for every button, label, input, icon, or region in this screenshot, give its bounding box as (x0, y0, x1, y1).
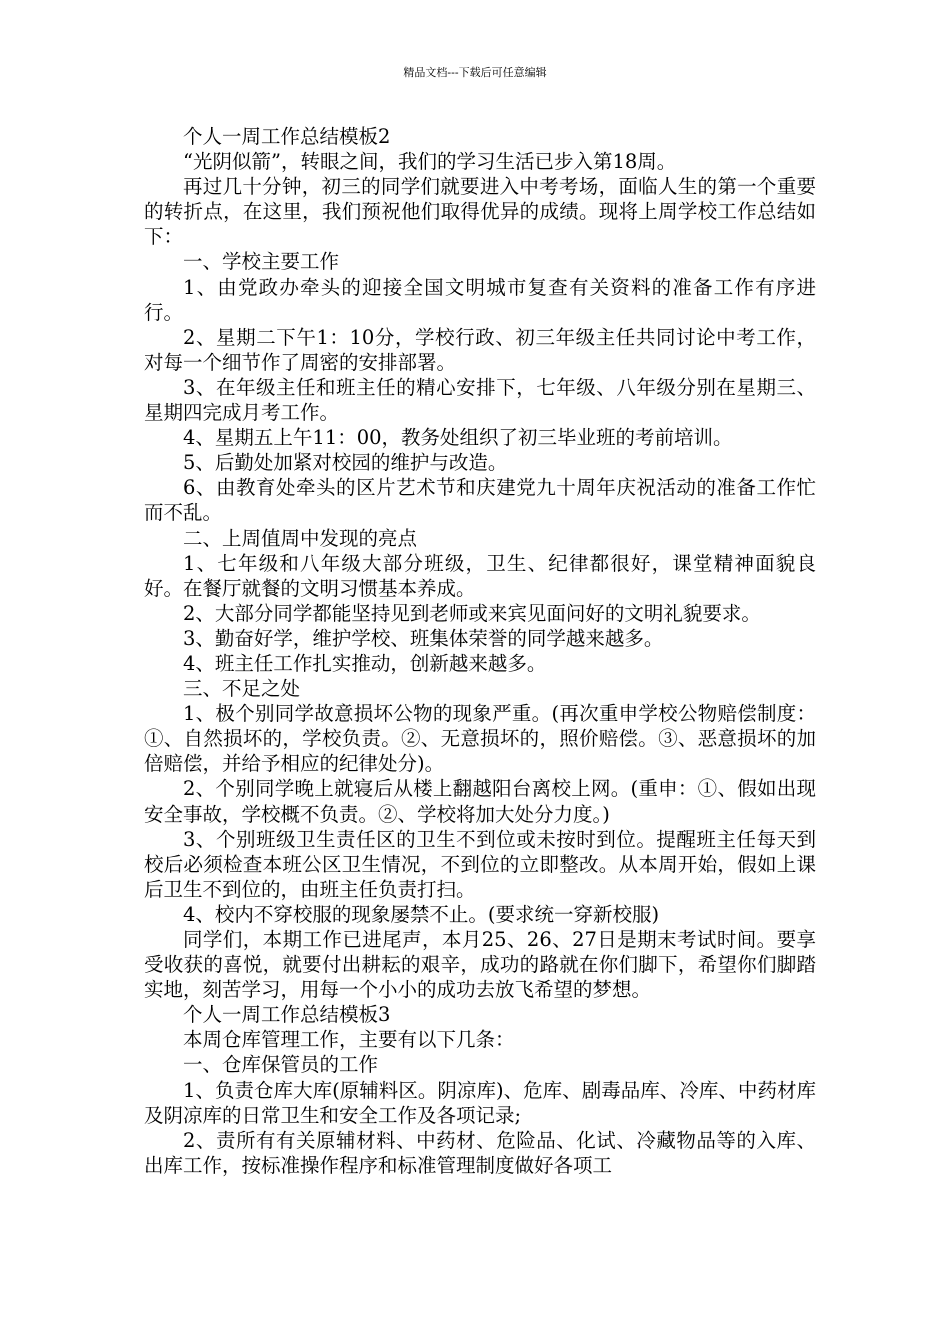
list-item: 1、由党政办牵头的迎接全国文明城市复查有关资料的准备工作有序进行。 (144, 275, 816, 324)
list-item: 1、七年级和八年级大部分班级，卫生、纪律都很好，课堂精神面貌良好。在餐厅就餐的文明习惯基本养成。 (144, 551, 816, 600)
list-item: 2、大部分同学都能坚持见到老师或来宾见面问好的文明礼貌要求。 (183, 601, 761, 625)
section-heading: 一、仓库保管员的工作 (183, 1053, 379, 1077)
section-title: 个人一周工作总结模板2 (183, 125, 391, 148)
paragraph: “光阴似箭”，转眼之间，我们的学习生活已步入第18周。 (183, 150, 677, 174)
paragraph: 本周仓库管理工作，主要有以下几条： (183, 1028, 515, 1052)
list-item: 2、责所有有关原辅材料、中药材、危险品、化试、冷藏物品等的入库、出库工作，按标准操作程序和标准管理制度做好各项工 (144, 1128, 816, 1177)
list-item: 5、后勤处加紧对校园的维护与改造。 (183, 451, 508, 475)
page-header: 精品文档---下载后可任意编辑 (403, 66, 547, 79)
list-item: 4、星期五上午11：00，教务处组织了初三毕业班的考前培训。 (183, 426, 733, 450)
list-item: 2、星期二下午1：10分，学校行政、初三年级主任共同讨论中考工作，对每一个细节作了周密的安排部署。 (144, 325, 816, 374)
list-item: 3、个别班级卫生责任区的卫生不到位或未按时到位。提醒班主任每天到校后必须检查本班公区卫生情况，不到位的立即整改。从本周开始，假如上课后卫生不到位的，由班主任负责打扫。 (144, 827, 816, 901)
section-heading: 二、上周值周中发现的亮点 (183, 526, 418, 550)
list-item: 4、校内不穿校服的现象屡禁不止。(要求统一穿新校服) (183, 902, 660, 926)
section-heading: 三、不足之处 (183, 677, 301, 701)
list-item: 6、由教育处牵头的区片艺术节和庆建党九十周年庆祝活动的准备工作忙而不乱。 (144, 476, 816, 525)
list-item: 4、班主任工作扎实推动，创新越来越多。 (183, 651, 547, 675)
section-title: 个人一周工作总结模板3 (183, 1003, 391, 1027)
document-body (144, 124, 816, 1178)
paragraph: 再过几十分钟，初三的同学们就要进入中考考场，面临人生的第一个重要的转折点，在这里，我们预祝他们取得优异的成绩。现将上周学校工作总结如下： (144, 175, 816, 249)
paragraph: 同学们，本期工作已进尾声，本月25、26、27日是期末考试时间。要享受收获的喜悦，就要付出耕耘的艰辛，成功的路就在你们脚下，希望你们脚踏实地，刻苦学习，用每一个小小的成功去放飞希望的梦想。 (144, 928, 816, 1002)
list-item: 2、个别同学晚上就寝后从楼上翻越阳台离校上网。(重申：①、假如出现安全事故，学校概不负责。②、学校将加大处分力度。) (144, 777, 816, 826)
list-item: 3、在年级主任和班主任的精心安排下，七年级、八年级分别在星期三、星期四完成月考工作。 (144, 375, 816, 425)
list-item: 1、极个别同学故意损坏公物的现象严重。(再次重申学校公物赔偿制度：①、自然损坏的，学校负责。②、无意损坏的，照价赔偿。③、恶意损坏的加倍赔偿，并给予相应的纪律处分)。 (144, 702, 816, 776)
list-item: 1、负责仓库大库(原辅料区。阴凉库)、危库、剧毒品库、冷库、中药材库及阴凉库的日常卫生和安全工作及各项记录; (144, 1078, 816, 1127)
list-item: 3、勤奋好学，维护学校、班集体荣誉的同学越来越多。 (183, 626, 664, 650)
section-heading: 一、学校主要工作 (183, 250, 340, 274)
